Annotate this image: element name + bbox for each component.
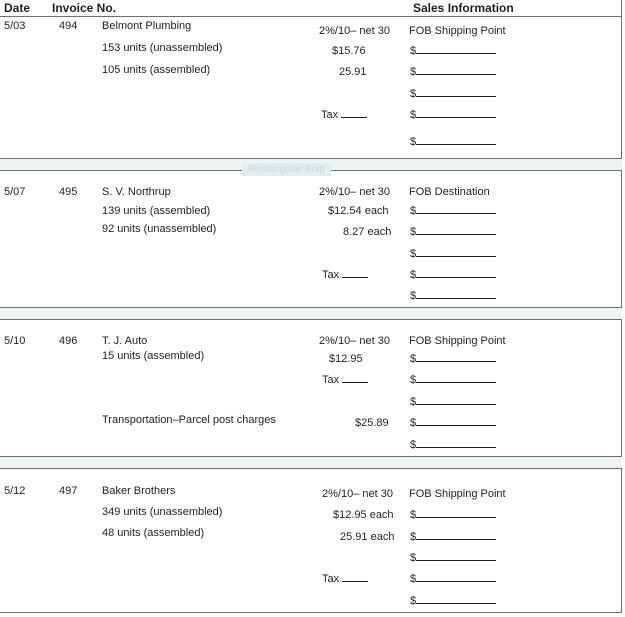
blank-line [416, 96, 496, 97]
unit-price: $12.95 [329, 353, 363, 365]
unit-price: 25.91 each [340, 531, 395, 543]
separator-rule [0, 307, 622, 308]
fob-terms: FOB Shipping Point [409, 335, 506, 347]
customer-name: Baker Brothers [102, 485, 176, 497]
fob-terms: FOB Shipping Point [409, 488, 506, 500]
blank-line [416, 361, 496, 362]
dollar-sign: $ [410, 374, 417, 386]
dollar-sign: $ [410, 226, 417, 238]
dollar-sign: $ [410, 439, 417, 451]
blank-line [416, 517, 496, 518]
dollar-sign: $ [410, 353, 417, 365]
dollar-sign: $ [410, 109, 417, 121]
invoice-number: 495 [59, 186, 78, 198]
line-item: 153 units (unassembled) [102, 42, 223, 54]
tax-label [322, 374, 368, 386]
line-item: 349 units (unassembled) [102, 506, 223, 518]
blank-line [416, 234, 496, 235]
amount-blank [410, 417, 496, 429]
line-item: 48 units (assembled) [102, 527, 205, 539]
credit-terms: 2%/10– net 30 [322, 488, 393, 500]
unit-price: $12.95 each [333, 509, 394, 521]
tax-blank [342, 581, 368, 582]
blank-line [416, 298, 496, 299]
blank-line [416, 447, 496, 448]
date-header: Date [4, 1, 31, 15]
bottom-rule [0, 612, 622, 613]
blank-line [416, 539, 496, 540]
amount-blank [410, 88, 496, 100]
dollar-sign: $ [410, 66, 417, 78]
amount-blank [410, 396, 496, 408]
separator-rule [0, 158, 622, 159]
line-item: 92 units (unassembled) [102, 223, 217, 235]
tax-blank [342, 277, 368, 278]
separator-band [0, 456, 622, 468]
blank-line [416, 117, 496, 118]
tax-text: Tax [322, 374, 340, 386]
dollar-sign: $ [410, 396, 417, 408]
tax-label [321, 109, 367, 121]
dollar-sign: $ [410, 595, 417, 607]
credit-terms: 2%/10– net 30 [319, 25, 390, 37]
invoice-date: 5/12 [4, 485, 26, 497]
separator-rule [0, 468, 622, 469]
blank-line [416, 560, 496, 561]
dollar-sign: $ [410, 45, 417, 57]
tax-text: Tax [321, 109, 339, 121]
amount-blank [410, 269, 496, 281]
sales-information-header: Sales Information [413, 1, 514, 15]
amount-blank [410, 552, 496, 564]
amount-blank [410, 353, 496, 365]
dollar-sign: $ [410, 552, 417, 564]
dollar-sign: $ [410, 509, 417, 521]
fob-terms: FOB Shipping Point [409, 25, 506, 37]
line-item: 105 units (assembled) [102, 64, 211, 76]
dollar-sign: $ [410, 290, 417, 302]
unit-price: 8.27 each [343, 226, 392, 238]
rectangular-snip-overlay[interactable]: Rectangular Snip [242, 163, 331, 176]
separator-rule [0, 456, 622, 457]
tax-text: Tax [322, 573, 340, 585]
amount-blank [410, 573, 496, 585]
line-item: 15 units (assembled) [102, 350, 205, 362]
blank-line [416, 256, 496, 257]
blank-line [416, 74, 496, 75]
amount-blank [410, 531, 496, 543]
invoice-date: 5/03 [4, 20, 26, 32]
invoice-date: 5/10 [4, 335, 26, 347]
amount-blank [410, 45, 496, 57]
transportation-item: Transportation–Parcel post charges [102, 414, 276, 426]
unit-price: $12.54 each [328, 205, 389, 217]
amount-blank [410, 136, 496, 148]
dollar-sign: $ [410, 205, 417, 217]
blank-line [416, 404, 496, 405]
blank-line [416, 581, 496, 582]
transportation-price: $25.89 [355, 417, 389, 429]
amount-blank [410, 290, 496, 302]
tax-blank [341, 117, 367, 118]
customer-name: S. V. Northrup [102, 186, 171, 198]
tax-text: Tax [322, 269, 340, 281]
separator-rule [0, 319, 622, 320]
dollar-sign: $ [410, 136, 417, 148]
blank-line [416, 603, 496, 604]
invoice-number: 497 [59, 485, 78, 497]
amount-blank [410, 248, 496, 260]
dollar-sign: $ [410, 417, 417, 429]
amount-blank [410, 226, 496, 238]
dollar-sign: $ [410, 248, 417, 260]
invoice-number: 496 [59, 335, 78, 347]
amount-blank [410, 66, 496, 78]
amount-blank [410, 595, 496, 607]
unit-price: $15.76 [332, 45, 366, 57]
line-item: 139 units (assembled) [102, 205, 211, 217]
amount-blank [410, 509, 496, 521]
customer-name: T. J. Auto [102, 335, 148, 347]
dollar-sign: $ [410, 573, 417, 585]
separator-band [0, 307, 622, 319]
right-border [621, 0, 622, 612]
dollar-sign: $ [410, 269, 417, 281]
invoice-date: 5/07 [4, 186, 26, 198]
tax-label [322, 269, 368, 281]
dollar-sign: $ [410, 531, 417, 543]
header-rule [0, 16, 622, 17]
dollar-sign: $ [410, 88, 417, 100]
customer-name: Belmont Plumbing [102, 20, 192, 32]
blank-line [416, 277, 496, 278]
invoice-number: 494 [59, 20, 78, 32]
amount-blank [410, 374, 496, 386]
credit-terms: 2%/10– net 30 [319, 335, 390, 347]
blank-line [416, 53, 496, 54]
blank-line [416, 213, 496, 214]
unit-price: 25.91 [339, 66, 367, 78]
fob-terms: FOB Destination [409, 186, 490, 198]
tax-label [322, 573, 368, 585]
amount-blank [410, 439, 496, 451]
amount-blank [410, 109, 496, 121]
blank-line [416, 382, 496, 383]
invoice-no-header: Invoice No. [52, 1, 117, 15]
amount-blank [410, 205, 496, 217]
tax-blank [342, 382, 368, 383]
blank-line [416, 144, 496, 145]
credit-terms: 2%/10– net 30 [319, 186, 390, 198]
blank-line [416, 425, 496, 426]
